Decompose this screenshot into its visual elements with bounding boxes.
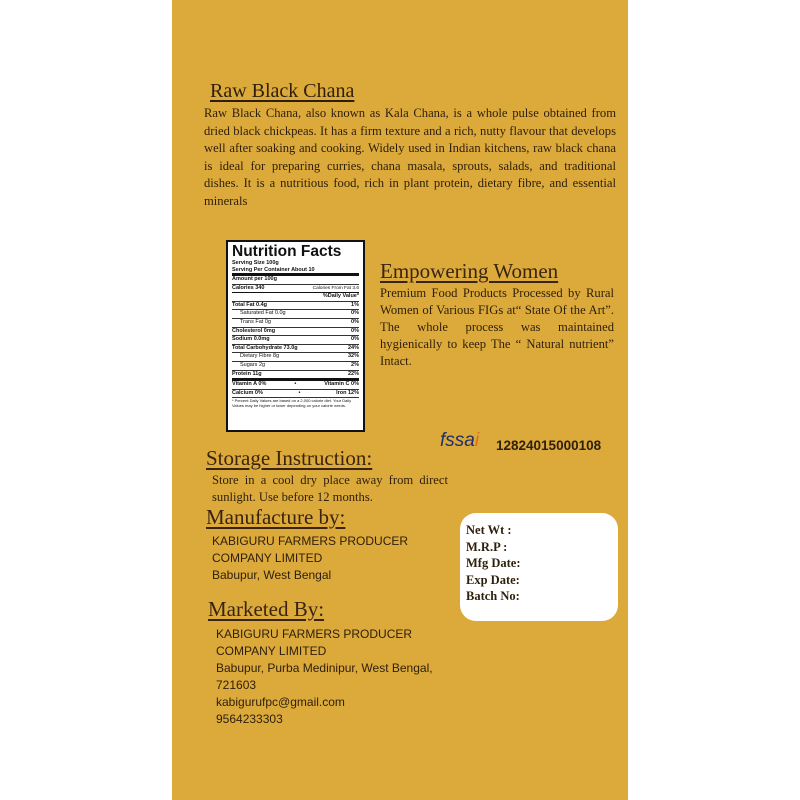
- marketer-phone: 9564233303: [216, 712, 283, 726]
- exp-date-label: Exp Date:: [466, 572, 520, 587]
- nutrient-row: [232, 327, 359, 336]
- nutrient-value: 1%: [351, 301, 359, 308]
- nutrient-row: [232, 352, 359, 361]
- nutrient-label: Sodium 0.0mg: [232, 336, 270, 343]
- iron: Iron 12%: [336, 389, 359, 396]
- empowering-heading: Empowering Women: [380, 259, 559, 283]
- nutrient-label: Dietary Fibre 8g: [240, 353, 280, 360]
- vitamin-c: Vitamin C 0%: [324, 381, 359, 388]
- storage-heading: Storage Instruction:: [206, 446, 373, 470]
- nutrient-value: 22%: [347, 370, 359, 377]
- nutrient-label: Total Fat 0.4g: [232, 301, 268, 308]
- manufacturer-line: KABIGURU FARMERS PRODUCER: [212, 534, 409, 548]
- nutrient-label: Sugars 2g: [240, 361, 266, 368]
- nutrient-label: Total Carbohydrate 73.0g: [232, 344, 298, 351]
- daily-value-header: %Daily Value*: [322, 293, 359, 300]
- marketer-line: Babupur, Purba Medinipur, West Bengal,: [216, 661, 433, 675]
- calories-row: [232, 284, 359, 293]
- batch-no-label: Batch No:: [466, 589, 520, 604]
- daily-value-header-row: [232, 292, 359, 301]
- fssai-logo: [440, 430, 479, 452]
- nutrient-label: Saturated Fat 0.0g: [240, 310, 286, 317]
- manufacturer-line: COMPANY LIMITED: [212, 551, 323, 565]
- nutrient-label: Protein 11g: [232, 370, 262, 377]
- nutrient-row: [232, 335, 359, 344]
- fssai-logo-accent: i: [474, 430, 480, 451]
- nutrient-value: 0%: [351, 336, 359, 343]
- nutrient-row: [232, 309, 359, 318]
- vitamin-a: Vitamin A 0%: [232, 381, 267, 388]
- nutrient-row: [232, 301, 359, 310]
- marketer-line: COMPANY LIMITED: [216, 644, 327, 658]
- nutrient-value: 32%: [347, 353, 359, 360]
- marketer-email: kabigurufpc@gmail.com: [216, 695, 345, 709]
- marketer-line: 721603: [216, 678, 257, 692]
- amount-per: Amount per 100g: [232, 276, 277, 282]
- marketer-heading: Marketed By:: [208, 597, 325, 621]
- nutrition-footnote: * Percent Daily Values are based on a 2,000 calorie diet. Your Daily Values may be higher or lower depending on your calorie needs.: [232, 397, 359, 408]
- marketer-line: KABIGURU FARMERS PRODUCER: [216, 627, 413, 641]
- nutrient-row: [232, 318, 359, 327]
- product-title: Raw Black Chana: [210, 80, 355, 102]
- empowering-text: Premium Food Products Processed by Rural Women of Various FIGs at“ State Of the Art”. The whole process was maintained hygienically to keep The “ Natural nutrient” Intact.: [380, 286, 614, 368]
- fssai-license-number: 12824015000108: [496, 438, 602, 453]
- mfg-date-label: Mfg Date:: [466, 556, 521, 571]
- mineral-row: [232, 389, 359, 398]
- nutrient-value: 0%: [351, 310, 359, 317]
- nutrient-value: 0%: [351, 327, 359, 334]
- nutrient-value: 2%: [351, 361, 359, 368]
- nutrient-row: [232, 344, 359, 353]
- nutrient-row: [232, 370, 359, 379]
- serving-size: Serving Size 100g: [232, 260, 279, 266]
- bullet: •: [298, 389, 301, 396]
- nutrient-label: Cholesterol 0mg: [232, 327, 276, 334]
- storage-text: Store in a cool dry place away from direct sunlight. Use before 12 months.: [212, 473, 448, 504]
- batch-info-box: [460, 513, 618, 621]
- calories: Calories 340: [232, 284, 265, 291]
- net-weight-label: Net Wt :: [466, 523, 512, 537]
- servings-per-container: Serving Per Container About 10: [232, 266, 315, 273]
- calories-from-fat: Calories From Fat 3.6: [312, 285, 359, 291]
- calcium: Calcium 0%: [232, 389, 263, 396]
- manufacturer-heading: Manufacture by:: [206, 505, 346, 529]
- nutrient-label: Trans Fat 0g: [240, 318, 271, 325]
- nutrient-value: 0%: [351, 318, 359, 325]
- nutrient-value: 24%: [347, 344, 359, 351]
- nutrition-title: Nutrition Facts: [232, 243, 342, 260]
- nutrient-row: [232, 361, 359, 370]
- fssai-logo-main: fssa: [440, 430, 475, 451]
- amount-per-row: [232, 273, 359, 284]
- nutrition-facts-panel: [226, 240, 365, 432]
- vitamin-row: [232, 378, 359, 389]
- bullet: •: [294, 381, 297, 388]
- product-description: Raw Black Chana, also known as Kala Chana, is a whole pulse obtained from dried black chickpeas. It has a firm texture and a rich, nutty flavour that develops well after soaking and cooking. Widely used in Indian kitchens, raw black chana is ideal for preparing curries, chana masala, sprouts, salads, and traditional dishes. It is a nutritious food, rich in plant protein, dietary fibre, and essential minerals: [204, 106, 616, 208]
- mrp-label: M.R.P :: [466, 539, 508, 554]
- manufacturer-line: Babupur, West Bengal: [212, 568, 332, 582]
